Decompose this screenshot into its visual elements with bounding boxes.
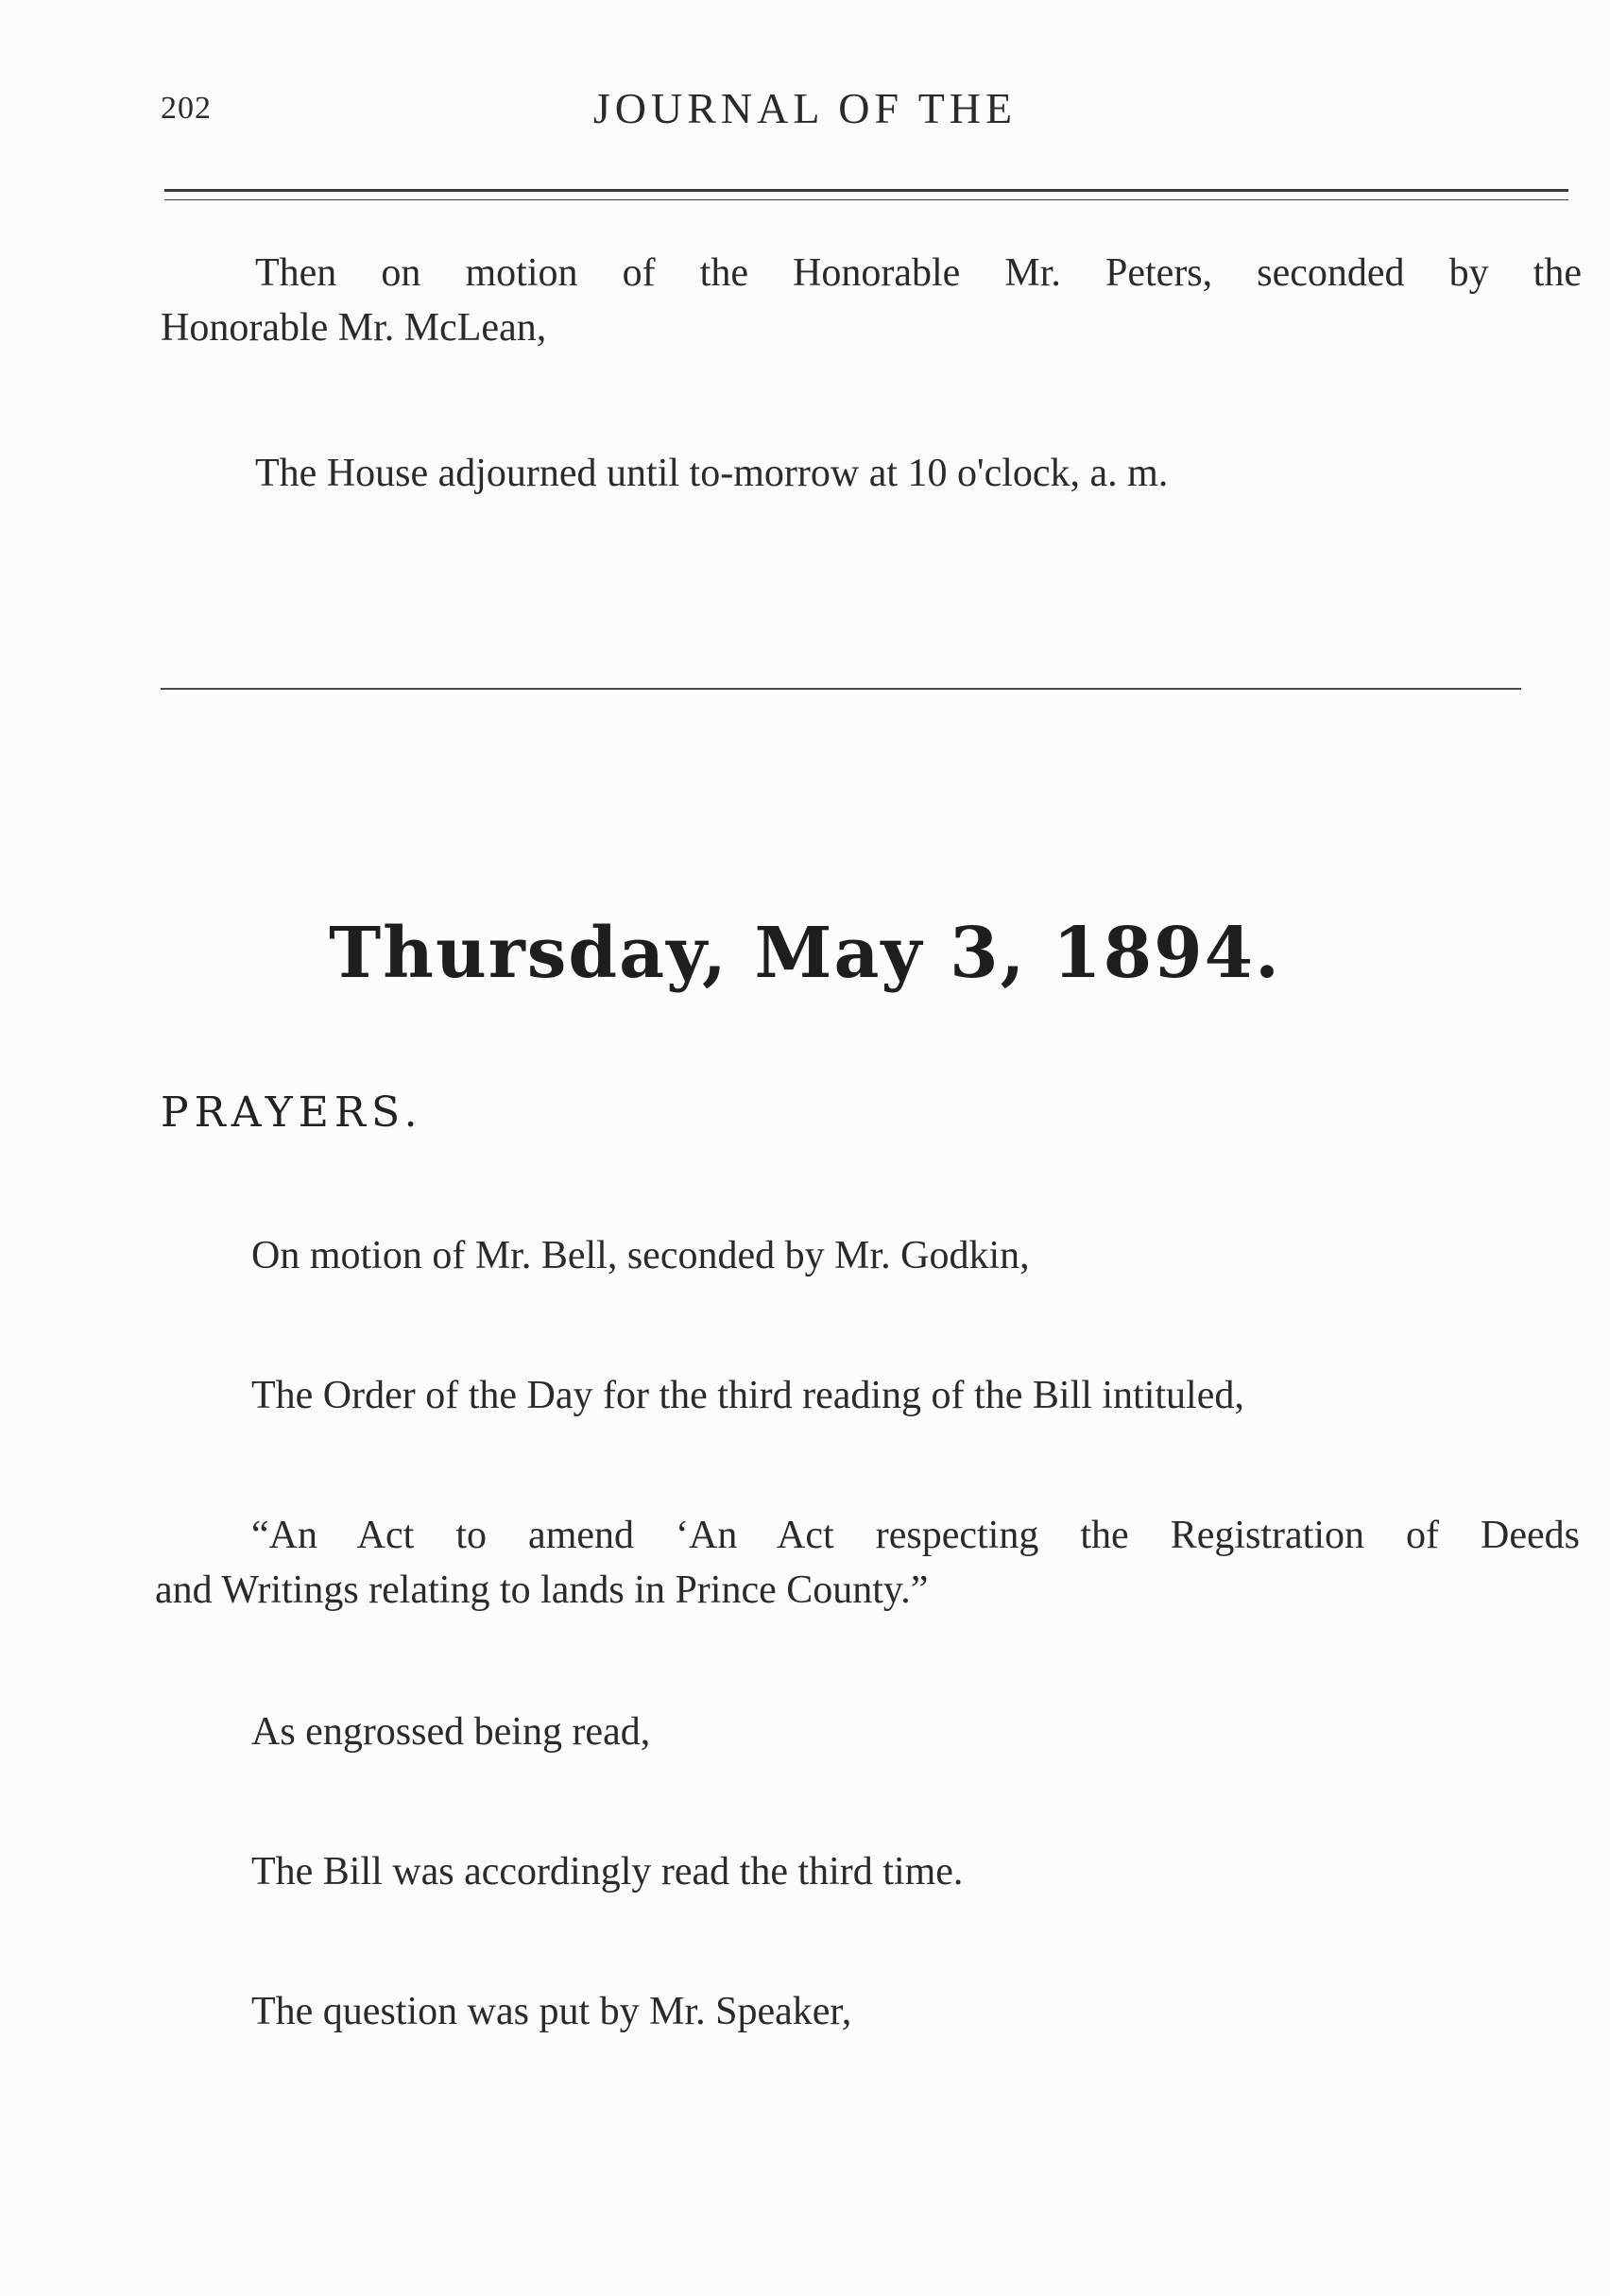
bill-title-line-1: “An Act to amend ‘An Act respecting the Registration of Deeds	[251, 1514, 1580, 1557]
page-number: 202	[161, 91, 212, 126]
section-divider	[161, 688, 1521, 690]
running-title: JOURNAL OF THE	[592, 84, 1018, 132]
header-double-rule	[164, 189, 1568, 200]
motion-line-2: Honorable Mr. McLean,	[161, 306, 547, 350]
paragraph-engrossed: As engrossed being read,	[251, 1710, 651, 1754]
paragraph-motion: On motion of Mr. Bell, seconded by Mr. Godkin,	[251, 1234, 1030, 1277]
paragraph-third-reading: The Bill was accordingly read the third time.	[251, 1850, 964, 1893]
bill-title-line-2: and Writings relating to lands in Prince County.”	[155, 1568, 929, 1612]
paragraph-order-of-day: The Order of the Day for the third reading of the Bill intituled,	[251, 1374, 1244, 1417]
motion-line-1: Then on motion of the Honorable Mr. Peters, seconded by the	[255, 251, 1582, 295]
adjournment-line: The House adjourned until to-morrow at 10 o'clock, a. m.	[255, 452, 1169, 495]
paragraph-question-put: The question was put by Mr. Speaker,	[251, 1990, 852, 2033]
date-heading: Thursday, May 3, 1894.	[329, 913, 1281, 994]
prayers-heading: PRAYERS.	[161, 1088, 423, 1137]
